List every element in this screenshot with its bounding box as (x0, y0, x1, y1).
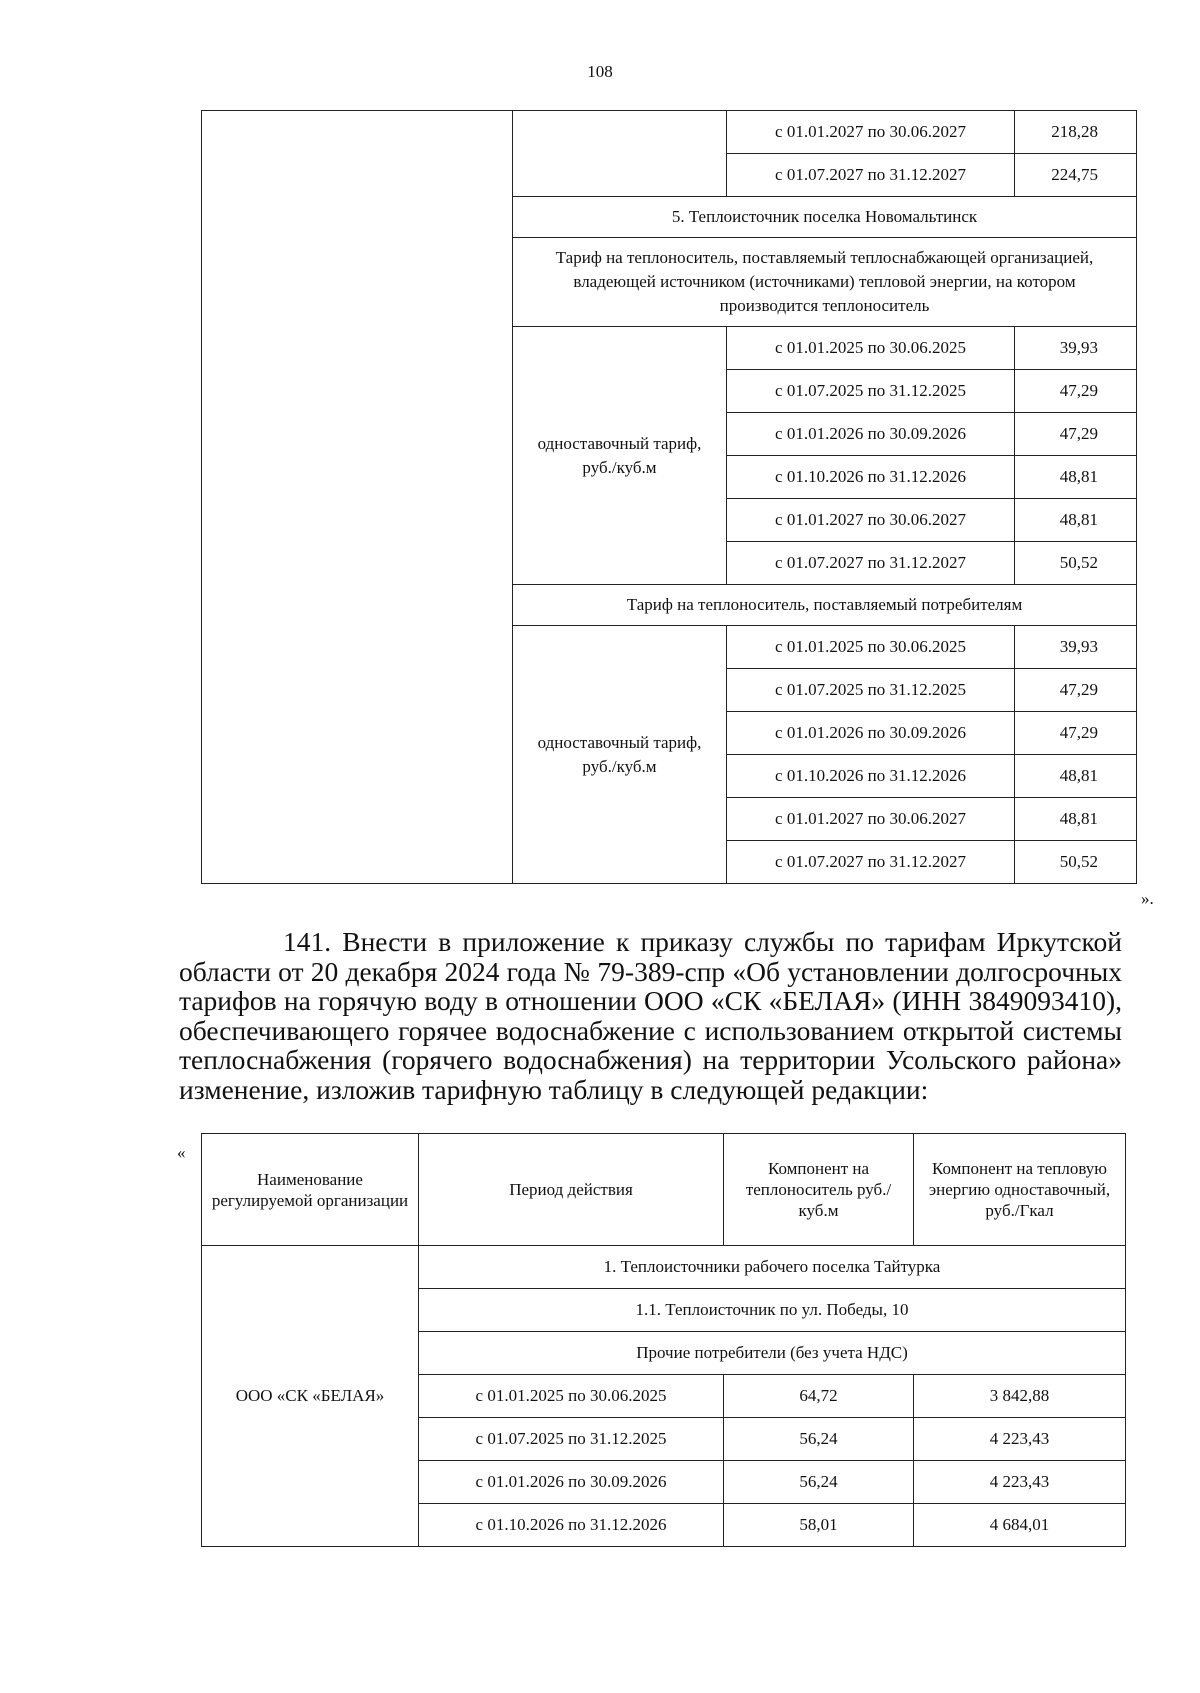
header-energy-component: Компонент на тепловую энергию одноставочный, руб./Гкал (914, 1134, 1126, 1246)
period-cell: с 01.07.2027 по 31.12.2027 (727, 841, 1015, 884)
carrier-value: 58,01 (724, 1504, 914, 1547)
period-cell: с 01.01.2025 по 30.06.2025 (727, 327, 1015, 370)
header-carrier-component: Компонент на теплоноситель руб./куб.м (724, 1134, 914, 1246)
tariff-type-label: одноставочный тариф, руб./куб.м (513, 327, 727, 585)
energy-value: 3 842,88 (914, 1375, 1126, 1418)
paragraph-text: 141. Внести в приложение к приказу службы по тарифам Иркутской области от 20 декабря 2024 года № 79-389-спр «Об установлении долгосрочных тарифов на горячую воду в отношении ООО «СК «БЕЛАЯ» (ИНН 3849093410), обеспечивающего горячее водоснабжение с использованием открытой системы теплоснабжения (горячего водоснабжения) на территории Усольского района» изменение, изложив тарифную таблицу в следующей редакции: (179, 926, 1122, 1105)
section-title: 1. Теплоисточники рабочего поселка Тайтурка (419, 1246, 1126, 1289)
header-period: Период действия (419, 1134, 724, 1246)
consumer-group: Прочие потребители (без учета НДС) (419, 1332, 1126, 1375)
value-cell: 48,81 (1015, 499, 1137, 542)
value-cell: 50,52 (1015, 841, 1137, 884)
period-cell: с 01.07.2025 по 31.12.2025 (419, 1418, 724, 1461)
period-cell: с 01.10.2026 по 31.12.2026 (419, 1504, 724, 1547)
period-cell: с 01.01.2027 по 30.06.2027 (727, 798, 1015, 841)
closing-quote: ». (1141, 889, 1154, 908)
value-cell: 47,29 (1015, 712, 1137, 755)
value-cell: 39,93 (1015, 626, 1137, 669)
org-column-blank (202, 111, 513, 884)
group-title: Тариф на теплоноситель, поставляемый потребителям (513, 585, 1137, 626)
period-cell: с 01.01.2027 по 30.06.2027 (727, 499, 1015, 542)
value-cell: 224,75 (1015, 154, 1137, 197)
period-cell: с 01.01.2027 по 30.06.2027 (727, 111, 1015, 154)
value-cell: 48,81 (1015, 456, 1137, 499)
energy-value: 4 223,43 (914, 1418, 1126, 1461)
period-cell: с 01.07.2025 по 31.12.2025 (727, 669, 1015, 712)
value-cell: 48,81 (1015, 798, 1137, 841)
period-cell: с 01.01.2025 по 30.06.2025 (727, 626, 1015, 669)
tariff-table-new (201, 1133, 1126, 1547)
period-cell: с 01.10.2026 по 31.12.2026 (727, 755, 1015, 798)
tariff-label-blank (513, 111, 727, 197)
value-cell: 47,29 (1015, 413, 1137, 456)
value-cell: 47,29 (1015, 370, 1137, 413)
tariff-table-continued (201, 110, 1137, 884)
page-number: 108 (587, 62, 613, 81)
period-cell: с 01.07.2025 по 31.12.2025 (727, 370, 1015, 413)
energy-value: 4 223,43 (914, 1461, 1126, 1504)
opening-quote: « (177, 1143, 186, 1162)
period-cell: с 01.07.2027 по 31.12.2027 (727, 542, 1015, 585)
carrier-value: 56,24 (724, 1418, 914, 1461)
subsection-title: 1.1. Теплоисточник по ул. Победы, 10 (419, 1289, 1126, 1332)
carrier-value: 64,72 (724, 1375, 914, 1418)
value-cell: 218,28 (1015, 111, 1137, 154)
period-cell: с 01.01.2026 по 30.09.2026 (419, 1461, 724, 1504)
tariff-type-label: одноставочный тариф, руб./куб.м (513, 626, 727, 884)
carrier-value: 56,24 (724, 1461, 914, 1504)
period-cell: с 01.01.2026 по 30.09.2026 (727, 712, 1015, 755)
value-cell: 48,81 (1015, 755, 1137, 798)
group-title: Тариф на теплоноситель, поставляемый теплоснабжающей организацией, владеющей источником (источниками) тепловой энергии, на котором производится теплоноситель (513, 238, 1137, 327)
period-cell: с 01.01.2026 по 30.09.2026 (727, 413, 1015, 456)
energy-value: 4 684,01 (914, 1504, 1126, 1547)
paragraph-141 (179, 927, 1122, 1105)
header-org: Наименование регулируемой организации (202, 1134, 419, 1246)
period-cell: с 01.10.2026 по 31.12.2026 (727, 456, 1015, 499)
value-cell: 47,29 (1015, 669, 1137, 712)
org-name: ООО «СК «БЕЛАЯ» (202, 1246, 419, 1547)
value-cell: 39,93 (1015, 327, 1137, 370)
value-cell: 50,52 (1015, 542, 1137, 585)
period-cell: с 01.01.2025 по 30.06.2025 (419, 1375, 724, 1418)
period-cell: с 01.07.2027 по 31.12.2027 (727, 154, 1015, 197)
section-title: 5. Теплоисточник поселка Новомальтинск (513, 197, 1137, 238)
